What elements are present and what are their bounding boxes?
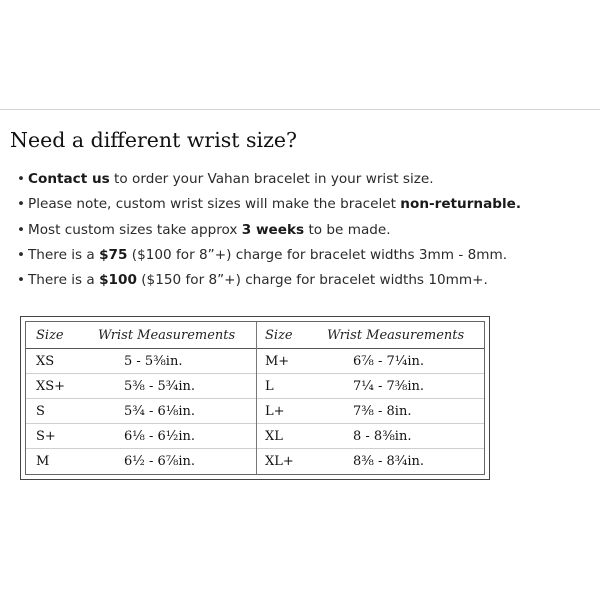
table-row (257, 349, 484, 374)
measure-cell: 5³⁄₈ - 5³⁄₄in. (124, 379, 196, 394)
table-row (26, 449, 256, 473)
table-row (257, 424, 484, 449)
size-cell: XS (36, 354, 55, 369)
bullet-text-after: to be made. (304, 221, 391, 238)
bullet-bold: $75 (99, 246, 128, 263)
bullet-text: There is a (28, 272, 100, 289)
table-row (257, 374, 484, 399)
table-row (257, 399, 484, 424)
measure-cell: 7³⁄₈ - 8in. (353, 404, 412, 419)
size-cell: S+ (36, 429, 56, 444)
bullet-bold: 3 weeks (241, 221, 305, 238)
info-bullet-list (17, 167, 521, 293)
bullet-text: Most custom sizes take approx (28, 221, 242, 238)
size-cell: L+ (265, 404, 285, 419)
bullet-bold: $100 (99, 272, 137, 289)
measure-cell: 5 - 5³⁄₈in. (124, 354, 183, 369)
measure-cell: 8 - 8³⁄₈in. (353, 429, 412, 444)
measure-cell: 6¹⁄₈ - 6¹⁄₂in. (124, 429, 196, 444)
bullet-dot: • (17, 272, 26, 289)
table-row (257, 449, 484, 473)
top-divider (0, 109, 600, 110)
contact-us-link[interactable]: Contact us (28, 171, 110, 187)
size-cell: XL+ (265, 454, 294, 469)
size-chart-left-column (26, 322, 256, 474)
size-cell: M (36, 454, 50, 469)
table-row (26, 374, 256, 399)
bullet-lead-time (17, 218, 521, 243)
bullet-charge-small (17, 243, 521, 268)
bullet-text-after: ($100 for 8”+) charge for bracelet widths 3mm - 8mm. (127, 246, 508, 263)
bullet-dot: • (17, 221, 26, 238)
bullet-text: There is a (28, 246, 100, 263)
size-cell: XL (265, 429, 283, 444)
wrist-header: Wrist Measurements (327, 328, 465, 343)
bullet-contact (17, 167, 521, 192)
wrist-header: Wrist Measurements (98, 328, 236, 343)
size-header: Size (265, 328, 293, 343)
bullet-bold: non-returnable. (400, 196, 522, 213)
size-chart-frame (25, 321, 485, 475)
size-chart-table (20, 316, 490, 480)
size-cell: S (36, 404, 45, 419)
bullet-dot: • (17, 246, 26, 263)
table-header (26, 322, 256, 349)
section-heading: Need a different wrist size? (10, 128, 298, 152)
bullet-returnable (17, 192, 521, 217)
measure-cell: 7¹⁄₄ - 7³⁄₈in. (353, 379, 425, 394)
bullet-charge-large (17, 268, 521, 293)
table-header (257, 322, 484, 349)
bullet-dot: • (17, 171, 26, 187)
size-cell: M+ (265, 354, 290, 369)
size-cell: XS+ (36, 379, 66, 394)
measure-cell: 5³⁄₄ - 6¹⁄₈in. (124, 404, 196, 419)
measure-cell: 6¹⁄₂ - 6⁷⁄₈in. (124, 454, 196, 469)
bullet-text-after: ($150 for 8”+) charge for bracelet widths 10mm+. (136, 272, 488, 289)
bullet-text: Please note, custom wrist sizes will make the bracelet (28, 196, 401, 213)
bullet-dot: • (17, 196, 26, 213)
table-row (26, 349, 256, 374)
size-header: Size (36, 328, 64, 343)
bullet-text: to order your Vahan bracelet in your wrist size. (109, 171, 434, 187)
table-row (26, 424, 256, 449)
table-row (26, 399, 256, 424)
size-cell: L (265, 379, 274, 394)
size-chart-right-column (256, 322, 484, 474)
measure-cell: 6⁷⁄₈ - 7¹⁄₄in. (353, 354, 425, 369)
measure-cell: 8³⁄₈ - 8³⁄₄in. (353, 454, 425, 469)
